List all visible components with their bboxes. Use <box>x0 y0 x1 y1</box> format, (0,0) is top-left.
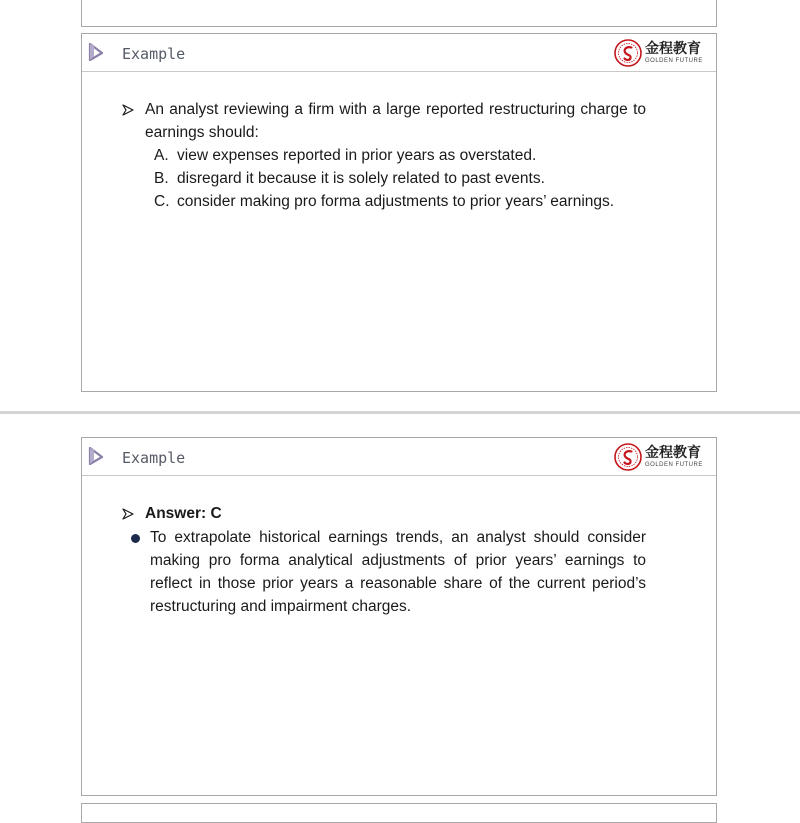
option-a <box>154 144 646 167</box>
option-b <box>154 167 646 190</box>
answer-content <box>122 502 646 618</box>
previous-slide-partial <box>81 0 717 27</box>
option-text: disregard it because it is solely related to past events. <box>177 170 545 187</box>
arrow-bullet-icon <box>122 508 134 520</box>
slide-mark-icon <box>88 43 104 61</box>
question-bullet <box>122 98 646 144</box>
explanation-text: To extrapolate historical earnings trends, an analyst should consider making pro forma analytical adjustments of prior years’ earnings to reflect in those prior years a reasonable share of the current period’s restructuring and impairment charges. <box>150 529 646 615</box>
explanation-bullet <box>122 526 646 618</box>
logo-chinese-text: 金程教育 <box>645 445 701 461</box>
next-slide-partial <box>81 803 717 823</box>
question-text: An analyst reviewing a firm with a large reported restructuring charge to earnings should: <box>145 101 646 141</box>
question-slide <box>81 33 717 392</box>
slide-title: Example <box>122 449 186 467</box>
question-content <box>122 98 646 213</box>
answer-bullet <box>122 502 646 525</box>
golden-future-logo <box>614 39 706 67</box>
option-letter: C. <box>154 193 170 210</box>
slide-header <box>82 34 716 72</box>
answer-label: Answer: C <box>145 505 222 522</box>
option-letter: B. <box>154 170 169 187</box>
option-c <box>154 190 646 213</box>
option-text: view expenses reported in prior years as overstated. <box>177 147 537 164</box>
logo-seal-icon <box>614 443 642 471</box>
logo-seal-icon <box>614 39 642 67</box>
arrow-bullet-icon <box>122 104 134 116</box>
dot-bullet-icon <box>131 534 140 543</box>
golden-future-logo <box>614 443 706 471</box>
answer-slide <box>81 437 717 796</box>
slide-mark-icon <box>88 447 104 465</box>
answer-options <box>122 144 646 213</box>
logo-english-text: GOLDEN FUTURE <box>645 462 703 468</box>
slide-header <box>82 438 716 476</box>
option-letter: A. <box>154 147 169 164</box>
slide-title: Example <box>122 45 186 63</box>
logo-chinese-text: 金程教育 <box>645 41 701 57</box>
logo-english-text: GOLDEN FUTURE <box>645 58 703 64</box>
option-text: consider making pro forma adjustments to prior years’ earnings. <box>177 193 615 210</box>
slide-divider <box>0 411 800 414</box>
